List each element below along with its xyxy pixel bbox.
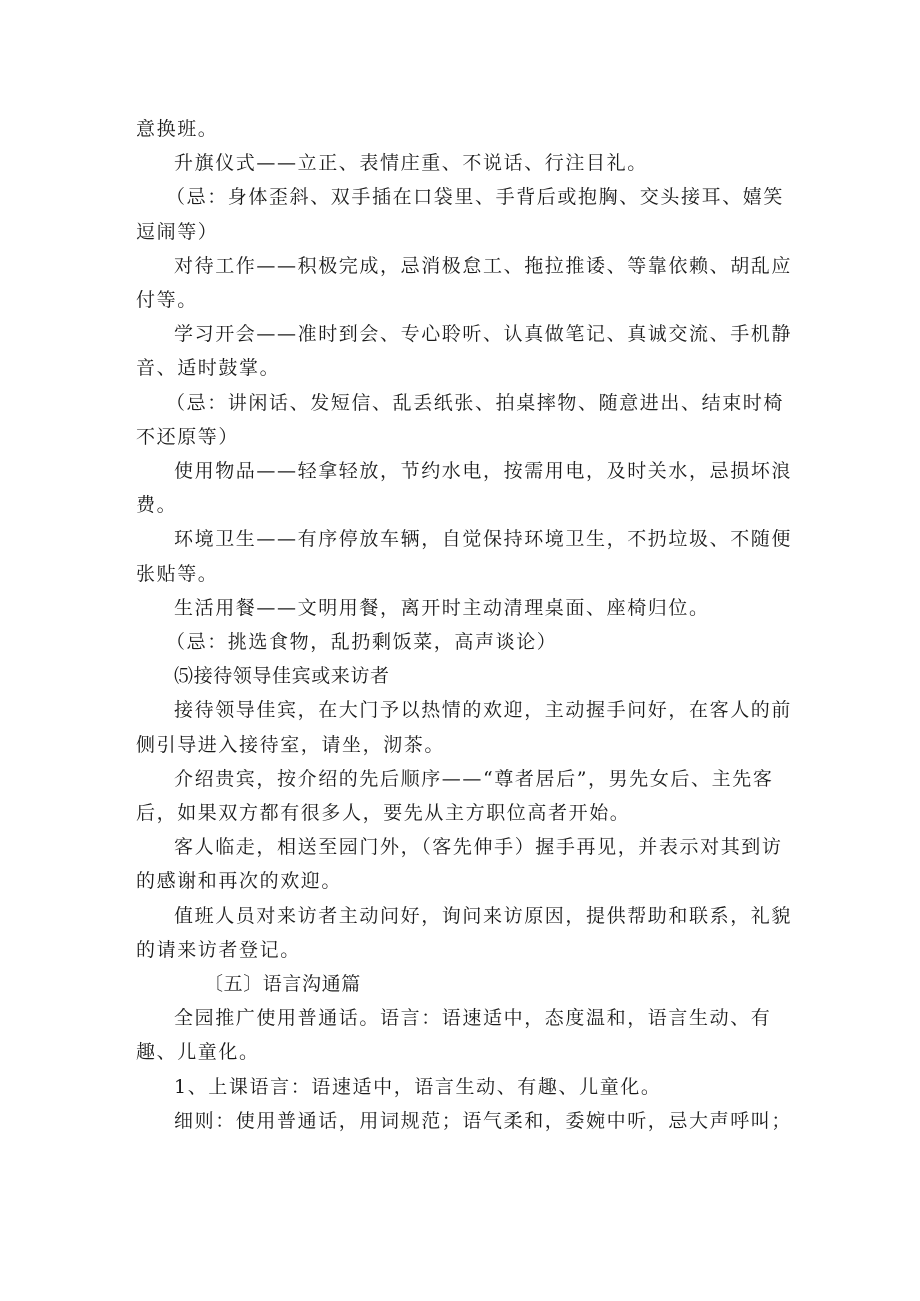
section-subheading: ⑸接待领导佳宾或来访者: [174, 665, 390, 688]
paragraph: 细则：使用普通话，用词规范；语气柔和，委婉中听，忌大声呼叫；: [174, 1109, 793, 1132]
paragraph: 客人临走，相送至园门外，（客先伸手）握手再见，并表示对其到访的感谢和再次的欢迎。: [136, 836, 783, 893]
paragraph: 升旗仪式——立正、表情庄重、不说话、行注目礼。: [174, 152, 648, 175]
paragraph: 对待工作——积极完成，忌消极怠工、拖拉推诿、等靠依赖、胡乱应付等。: [136, 254, 793, 312]
section-heading: 〔五〕语言沟通篇: [204, 973, 361, 996]
paragraph: 接待领导佳宾，在大门予以热情的欢迎，主动握手问好，在客人的前侧引导进入接待室，请坐，沏茶。: [136, 699, 793, 756]
document-body: [136, 112, 796, 1138]
paragraph: 全园推广使用普通话。语言：语速适中，态度温和，语言生动、有趣、儿童化。: [136, 1007, 772, 1064]
paragraph: 环境卫生——有序停放车辆，自觉保持环境卫生，不扔垃圾、不随便张贴等。: [136, 528, 793, 585]
paragraph: （忌：挑选食物，乱扔剩饭菜，高声谈论）: [166, 631, 558, 654]
paragraph: （忌：身体歪斜、双手插在口袋里、手背后或抱胸、交头接耳、嬉笑逗闹等）: [136, 186, 785, 243]
paragraph: （忌：讲闲话、发短信、乱丢纸张、拍桌摔物、随意进出、结束时椅不还原等）: [136, 391, 785, 448]
paragraph: 值班人员对来访者主动问好，询问来访原因，提供帮助和联系，礼貌的请来访者登记。: [136, 904, 793, 961]
paragraph: 意换班。: [136, 118, 219, 140]
paragraph: 使用物品——轻拿轻放，节约水电，按需用电，及时关水，忌损坏浪费。: [136, 460, 793, 517]
paragraph: 学习开会——准时到会、专心聆听、认真做笔记、真诚交流、手机静音、适时鼓掌。: [136, 323, 793, 380]
paragraph: 生活用餐——文明用餐，离开时主动清理桌面、座椅归位。: [174, 596, 710, 619]
paragraph: 介绍贵宾，按介绍的先后顺序——“尊者居后”，男先女后、主先客后，如果双方都有很多人，要先从主方职位高者开始。: [136, 767, 774, 825]
paragraph: 1、上课语言：语速适中，语言生动、有趣、儿童化。: [174, 1075, 662, 1098]
